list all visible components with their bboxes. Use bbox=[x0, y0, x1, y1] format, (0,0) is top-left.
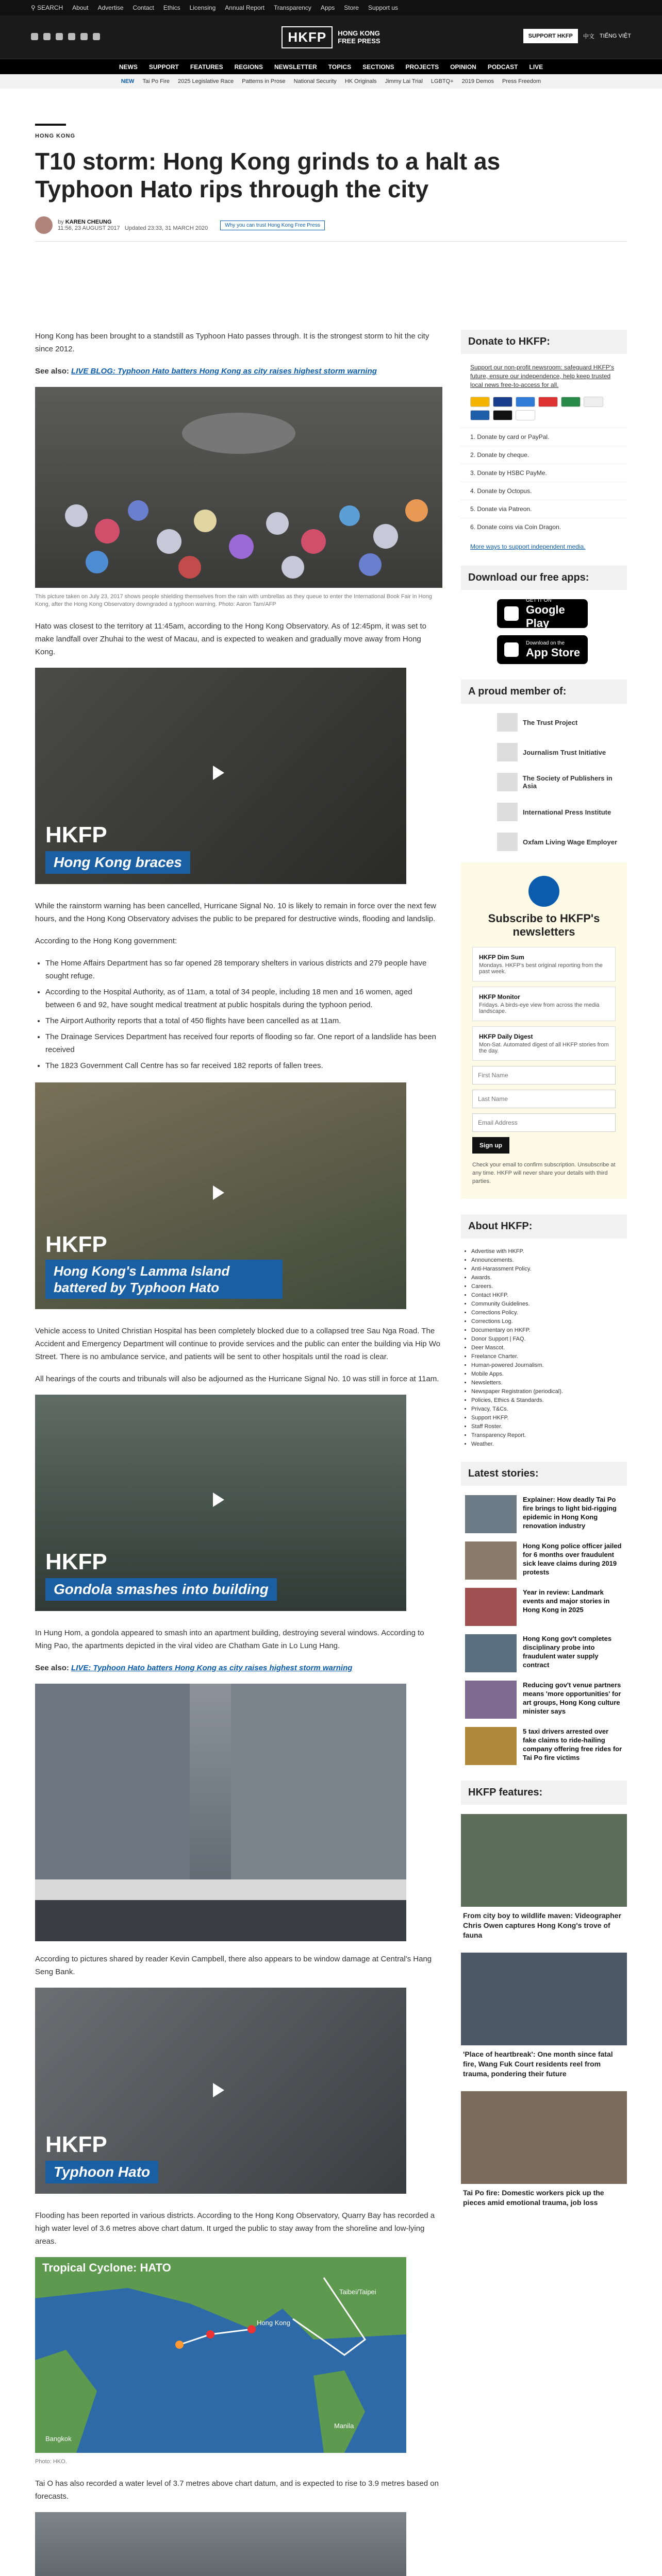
email-field[interactable] bbox=[472, 1113, 616, 1132]
about-link[interactable]: • Community Guidelines. bbox=[471, 1300, 627, 1308]
latest-story[interactable] bbox=[461, 1495, 627, 1533]
photo-caption: Photo: HKO. bbox=[35, 2459, 67, 2465]
vietnamese-link[interactable]: TIẾNG VIỆT bbox=[599, 33, 631, 39]
feature-image bbox=[461, 1814, 627, 1907]
nav-sections[interactable]: SECTIONS bbox=[362, 63, 394, 71]
newsletter-desc: Mon-Sat. Automated digest of all HKFP stories from the day. bbox=[479, 1042, 609, 1054]
video-player[interactable] bbox=[35, 1082, 406, 1309]
linkedin-icon[interactable] bbox=[80, 33, 88, 40]
topbar-link[interactable]: Store bbox=[344, 4, 359, 11]
see-also-link[interactable]: LIVE BLOG: Typhoon Hato batters Hong Kong as city raises highest storm warning bbox=[71, 367, 377, 376]
about-link[interactable]: • Anti-Harassment Policy. bbox=[471, 1265, 627, 1273]
member-logo[interactable] bbox=[497, 743, 627, 761]
new-badge: NEW bbox=[121, 78, 135, 84]
story-title: Reducing gov't venue partners means 'more opportunities' for art groups, Hong Kong culture minister says bbox=[523, 1681, 621, 1715]
list-item: • The 1823 Government Call Centre has so far received 182 reports of fallen trees. bbox=[45, 1059, 442, 1072]
feature-story[interactable] bbox=[461, 1953, 627, 2079]
google-play-button[interactable] bbox=[497, 599, 588, 628]
about-link[interactable]: • Newsletters. bbox=[471, 1379, 627, 1387]
government-list bbox=[45, 957, 442, 1072]
topbar-link[interactable]: Apps bbox=[320, 4, 335, 11]
paragraph: Hato was closest to the territory at 11:45am, according to the Hong Kong Observatory. As of 12:45pm, it was set to make landfall over Zhuhai to the west of Macau, and is expected to weaken and gradually move away from Hong Kong. bbox=[35, 622, 426, 656]
topbar-link[interactable]: Ethics bbox=[163, 4, 180, 11]
member-name: The Society of Publishers in Asia bbox=[522, 774, 613, 790]
about-link[interactable]: • Transparency Report. bbox=[471, 1432, 627, 1439]
twitter-icon[interactable] bbox=[43, 33, 51, 40]
paragraph: Tai O has also recorded a water level of 3.7 metres above chart datum, and is expected to rise to 3.9 metres based on forecasts. bbox=[35, 2479, 439, 2501]
latest-story[interactable] bbox=[461, 1634, 627, 1672]
play-icon[interactable] bbox=[213, 1185, 224, 1200]
about-link[interactable]: • Privacy, T&Cs. bbox=[471, 1405, 627, 1413]
story-title: Hong Kong gov't completes disciplinary probe into fraudulent water supply contract bbox=[523, 1635, 612, 1669]
list-item: • According to the Hospital Authority, as of 11am, a total of 34 people, including 18 men and 16 women, aged between 6 and 92, have sought medical treatment at public hospitals during the typhoon period. bbox=[45, 986, 442, 1011]
facebook-icon[interactable] bbox=[31, 33, 38, 40]
latest-heading: Latest stories: bbox=[461, 1462, 627, 1486]
page-wrap bbox=[35, 124, 627, 2501]
paragraph: All hearings of the courts and tribunals will also be adjourned as the Hurricane Signal No. 10 was still in force at 11am. bbox=[35, 1375, 439, 1383]
about-link[interactable]: • Newspaper Registration (periodical). bbox=[471, 1388, 627, 1396]
search-label: SEARCH bbox=[37, 4, 63, 11]
member-name: The Trust Project bbox=[523, 718, 578, 726]
publish-date: 11:56, 23 AUGUST 2017 bbox=[58, 225, 120, 231]
visa-icon bbox=[493, 397, 512, 407]
latest-story[interactable] bbox=[461, 1681, 627, 1719]
paragraph: Hong Kong has been brought to a standstill as Typhoon Hato passes through. It is the strongest storm to hit the city since 2012. bbox=[35, 332, 429, 353]
about-link[interactable]: • Freelance Charter. bbox=[471, 1353, 627, 1361]
hot-topic[interactable]: Tai Po Fire bbox=[142, 78, 170, 84]
trust-link[interactable]: Why you can trust Hong Kong Free Press bbox=[220, 221, 325, 230]
story-thumbnail bbox=[465, 1588, 517, 1626]
topbar-link[interactable]: About bbox=[72, 4, 89, 11]
video-player[interactable] bbox=[35, 1988, 406, 2194]
feature-image bbox=[461, 1953, 627, 2045]
newsletter-logo bbox=[528, 876, 559, 907]
about-link[interactable]: • Deer Mascot. bbox=[471, 1344, 627, 1352]
newsletter-box bbox=[461, 862, 627, 1199]
member-name: Journalism Trust Initiative bbox=[523, 748, 606, 756]
store-small: GET IT ON bbox=[526, 597, 552, 603]
paragraph: While the rainstorm warning has been cancelled, Hurricane Signal No. 10 is likely to remain in force over the next few hours, and the Hong Kong Observatory advises the public to be prepared for destructive winds, flooding and landslip. bbox=[35, 902, 436, 923]
story-thumbnail bbox=[465, 1727, 517, 1765]
store-name: App Store bbox=[526, 646, 581, 659]
logo-wordmark bbox=[338, 29, 380, 45]
member-name: International Press Institute bbox=[523, 808, 611, 816]
store-small: Download on the bbox=[526, 640, 565, 646]
author-link[interactable]: KAREN CHEUNG bbox=[65, 219, 112, 225]
spacer bbox=[461, 1773, 627, 1781]
donate-option[interactable]: 5. Donate via Patreon. bbox=[461, 500, 627, 518]
newsletter-name: HKFP Daily Digest bbox=[479, 1033, 533, 1040]
see-also bbox=[35, 1662, 442, 1674]
video-title: Typhoon Hato bbox=[45, 2161, 158, 2183]
list-item: • The Drainage Services Department has received four reports of flooding so far. One report of a landslide has been received bbox=[45, 1030, 442, 1056]
video-player[interactable] bbox=[35, 668, 406, 884]
video-title: Hong Kong's Lamma Island battered by Typhoon Hato bbox=[45, 1260, 283, 1299]
nav-news[interactable]: NEWS bbox=[119, 63, 138, 71]
video-logo: HKFP bbox=[45, 2132, 107, 2157]
payment-cards bbox=[461, 397, 627, 420]
telegram-icon[interactable] bbox=[93, 33, 100, 40]
latest-story[interactable] bbox=[461, 1541, 627, 1580]
story-thumbnail bbox=[465, 1541, 517, 1580]
hot-topic[interactable]: 2025 Legislative Race bbox=[178, 78, 234, 84]
story-title: Hong Kong police officer jailed for 6 months over fraudulent sick leave claims during 2019 protests bbox=[523, 1542, 622, 1576]
topbar-link[interactable]: Support us bbox=[368, 4, 399, 11]
section-rule bbox=[35, 124, 66, 126]
map-label: Taibei/Taipei bbox=[339, 2288, 376, 2296]
article-title: T10 storm: Hong Kong grinds to a halt as Typhoon Hato rips through the city bbox=[35, 148, 501, 202]
top-utility-bar bbox=[0, 0, 662, 15]
paragraph: According to pictures shared by reader Kevin Campbell, there also appears to be window damage at Central's Hang Seng Bank. bbox=[35, 1955, 432, 1976]
logo-line-2: FREE PRESS bbox=[338, 37, 380, 45]
by-label: by bbox=[58, 219, 64, 225]
byline bbox=[35, 216, 627, 242]
donate-option[interactable]: 2. Donate by cheque. bbox=[461, 446, 627, 464]
gpay-icon bbox=[516, 410, 535, 420]
hot-topic[interactable]: Press Freedom bbox=[502, 78, 541, 84]
photo-caption: This picture taken on July 23, 2017 shows people shielding themselves from the rain with umbrellas as they queue to enter the International Book Fair in Hong Kong, after the Hong Kong Observatory downgraded a typhoon warning. Photo: Aaron Tam/AFP bbox=[35, 594, 432, 607]
donate-heading: Donate to HKFP: bbox=[461, 330, 627, 354]
nav-live[interactable]: LIVE bbox=[529, 63, 543, 71]
apps-heading: Download our free apps: bbox=[461, 566, 627, 590]
sidebar bbox=[461, 330, 627, 2220]
about-link[interactable]: • Donor Support | FAQ. bbox=[471, 1335, 627, 1343]
newsletter-heading: Subscribe to HKFP's newsletters bbox=[488, 912, 600, 938]
nav-support[interactable]: SUPPORT bbox=[148, 63, 179, 71]
about-link[interactable]: • Announcements. bbox=[471, 1257, 627, 1264]
member-logo[interactable] bbox=[497, 833, 627, 851]
first-name-field[interactable] bbox=[472, 1066, 616, 1084]
topbar-link[interactable]: Annual Report bbox=[225, 4, 264, 11]
donate-option[interactable]: 4. Donate by Octopus. bbox=[461, 482, 627, 500]
nav-regions[interactable]: REGIONS bbox=[234, 63, 263, 71]
member-name: Oxfam Living Wage Employer bbox=[523, 838, 618, 846]
newsletter-fineprint: Check your email to confirm subscription. Unsubscribe at any time. HKFP will never share your details with third parties. bbox=[472, 1162, 616, 1184]
nav-projects[interactable]: PROJECTS bbox=[405, 63, 439, 71]
jti-icon bbox=[497, 743, 518, 761]
logo-line-1: HONG KONG bbox=[338, 29, 380, 37]
cyclone-map bbox=[35, 2257, 406, 2453]
hot-topic[interactable]: LGBTQ+ bbox=[431, 78, 454, 84]
jcb-icon bbox=[561, 397, 581, 407]
map-label: Manila bbox=[334, 2422, 354, 2430]
story-title: Year in review: Landmark events and major stories in Hong Kong in 2025 bbox=[523, 1588, 610, 1614]
video-logo: HKFP bbox=[45, 822, 107, 848]
newsletter-option[interactable] bbox=[472, 1026, 616, 1061]
nav-topics[interactable]: TOPICS bbox=[328, 63, 352, 71]
google-play-icon bbox=[504, 606, 519, 621]
apple-icon bbox=[504, 642, 519, 657]
paragraph: According to the Hong Kong government: bbox=[35, 937, 177, 945]
about-heading: About HKFP: bbox=[461, 1214, 627, 1239]
store-name: Google Play bbox=[526, 603, 565, 630]
feature-title: 'Place of heartbreak': One month since fatal fire, Wang Fuk Court residents reel from trauma, pondering their future bbox=[463, 2050, 613, 2078]
video-logo: HKFP bbox=[45, 1549, 107, 1574]
about-link[interactable]: • Corrections Log. bbox=[471, 1318, 627, 1326]
article-body bbox=[35, 330, 442, 2576]
about-link[interactable]: • Staff Roster. bbox=[471, 1423, 627, 1431]
ipi-icon bbox=[497, 803, 518, 821]
nav-features[interactable]: FEATURES bbox=[190, 63, 223, 71]
site-logo[interactable] bbox=[282, 26, 380, 48]
member-logo[interactable] bbox=[497, 803, 627, 821]
story-title: Explainer: How deadly Tai Po fire brings to light bid-rigging epidemic in Hong Kong renovation industry bbox=[523, 1496, 617, 1530]
play-icon[interactable] bbox=[213, 2083, 224, 2097]
newsletter-desc: Fridays. A birds-eye view from across the media landscape. bbox=[479, 1002, 600, 1014]
main-nav bbox=[0, 59, 662, 74]
donate-text bbox=[461, 363, 627, 389]
see-also-link[interactable]: LIVE: Typhoon Hato batters Hong Kong as city raises highest storm warning bbox=[71, 1664, 353, 1672]
masthead bbox=[0, 15, 662, 59]
about-link[interactable]: • Weather. bbox=[471, 1440, 627, 1448]
map-title: Tropical Cyclone: HATO bbox=[42, 2261, 171, 2274]
story-thumbnail bbox=[465, 1681, 517, 1719]
amex-icon bbox=[516, 397, 535, 407]
hot-topic[interactable]: National Security bbox=[293, 78, 337, 84]
story-title: 5 taxi drivers arrested over fake claims to ride-hailing company offering free rides for Tai Po fire victims bbox=[523, 1727, 622, 1761]
latest-story[interactable] bbox=[461, 1727, 627, 1765]
applepay-icon bbox=[493, 410, 512, 420]
about-link[interactable]: • Support HKFP. bbox=[471, 1414, 627, 1422]
paypal-icon bbox=[470, 410, 490, 420]
support-button[interactable]: SUPPORT HKFP bbox=[523, 29, 578, 43]
list-item: • The Home Affairs Department has so far opened 28 temporary shelters in various districts and 279 people have sought refuge. bbox=[45, 957, 442, 982]
see-also-label: See also: bbox=[35, 367, 69, 376]
about-link[interactable]: • Contact HKFP. bbox=[471, 1292, 627, 1299]
play-icon[interactable] bbox=[213, 766, 224, 780]
oxfam-icon bbox=[497, 833, 518, 851]
feature-image bbox=[461, 2091, 627, 2184]
nav-newsletter[interactable]: NEWSLETTER bbox=[274, 63, 317, 71]
author-avatar bbox=[35, 216, 53, 234]
building-illustration bbox=[35, 1684, 406, 1941]
nav-podcast[interactable]: PODCAST bbox=[487, 63, 518, 71]
about-link[interactable]: • Mobile Apps. bbox=[471, 1370, 627, 1378]
paragraph-text: In Hung Hom, a gondola appeared to smash into an apartment building, destroying several windows. According to Ming Pao, the apartments depicted in the viral video are Chatham Gate in Lo Lung Hang. bbox=[35, 1629, 424, 1650]
member-logo[interactable] bbox=[497, 773, 627, 791]
sopa-icon bbox=[497, 773, 518, 791]
feature-title: From city boy to wildlife maven: Videographer Chris Owen captures Hong Kong's trove of fauna bbox=[463, 1911, 622, 1939]
feature-story[interactable] bbox=[461, 1814, 627, 1940]
map-label: Hong Kong bbox=[257, 2319, 291, 2327]
discover-icon bbox=[584, 397, 603, 407]
paragraph: Flooding has been reported in various districts. According to the Hong Kong Observatory, Quarry Bay has recorded a high water level of 3.6 metres above chart datum. It urged the public to stay away from the shoreline and low-lying areas. bbox=[35, 2211, 435, 2246]
byline-text bbox=[58, 219, 208, 231]
video-title: Hong Kong braces bbox=[45, 851, 190, 874]
hot-topic[interactable]: 2019 Demos bbox=[461, 78, 494, 84]
about-link[interactable]: • Human-powered Journalism. bbox=[471, 1362, 627, 1369]
video-title: Gondola smashes into building bbox=[45, 1578, 277, 1601]
more-ways-link[interactable]: More ways to support independent media. bbox=[470, 543, 586, 550]
logo-mark: HKFP bbox=[282, 26, 333, 48]
member-logo[interactable] bbox=[497, 713, 627, 732]
list-item: • The Airport Authority reports that a total of 450 flights have been cancelled as at 11am. bbox=[45, 1014, 442, 1027]
paragraph bbox=[35, 1626, 442, 1652]
masthead-actions bbox=[523, 29, 631, 43]
topbar-link[interactable]: Licensing bbox=[189, 4, 216, 11]
donate-link[interactable]: Support our non-profit newsroom: safeguard HKFP's future, ensure our independence, help keep trusted local news free-to-access for all. bbox=[470, 364, 615, 388]
paragraph: Vehicle access to United Christian Hospital has been completely blocked due to a collapsed tree Sau Nga Road. The Accident and Emergency Department will continue to provide services and the public can enter the building via Hip Wo Street. There is no ambulance service, and patients will be sent to other hospitals until the road is clear. bbox=[35, 1327, 440, 1361]
updated-date: Updated 23:33, 31 MARCH 2020 bbox=[124, 225, 208, 231]
social-links bbox=[31, 33, 100, 40]
donate-option[interactable]: 3. Donate by HSBC PayMe. bbox=[461, 464, 627, 482]
hot-topics-bar bbox=[0, 74, 662, 89]
about-link[interactable]: • Corrections Policy. bbox=[471, 1309, 627, 1317]
youtube-icon[interactable] bbox=[68, 33, 75, 40]
newsletter-name: HKFP Monitor bbox=[479, 993, 520, 1001]
last-name-field[interactable] bbox=[472, 1090, 616, 1108]
spacer bbox=[35, 1946, 442, 1953]
instagram-icon[interactable] bbox=[56, 33, 63, 40]
spacer bbox=[461, 671, 627, 680]
topbar-link[interactable]: Transparency bbox=[274, 4, 311, 11]
mastercard-icon bbox=[470, 397, 490, 407]
video-logo: HKFP bbox=[45, 1232, 107, 1257]
story-thumbnail bbox=[465, 1495, 517, 1533]
trust-project-icon bbox=[497, 713, 518, 732]
section-label[interactable]: HONG KONG bbox=[35, 133, 76, 139]
hot-topic[interactable]: Patterns in Prose bbox=[242, 78, 286, 84]
donate-option[interactable]: 6. Donate coins via Coin Dragon. bbox=[461, 518, 627, 536]
newsletter-option[interactable] bbox=[472, 947, 616, 981]
features-heading: HKFP features: bbox=[461, 1781, 627, 1805]
story-thumbnail bbox=[465, 1634, 517, 1672]
play-icon[interactable] bbox=[213, 1493, 224, 1507]
hot-topic[interactable]: HK Originals bbox=[344, 78, 377, 84]
latest-story[interactable] bbox=[461, 1588, 627, 1626]
about-link[interactable]: • Awards. bbox=[471, 1274, 627, 1282]
feature-story[interactable] bbox=[461, 2091, 627, 2208]
about-link[interactable]: • Careers. bbox=[471, 1283, 627, 1291]
umbrella-photo bbox=[35, 387, 442, 588]
member-heading: A proud member of: bbox=[461, 680, 627, 704]
video-player[interactable] bbox=[35, 1395, 406, 1611]
map-label: Bangkok bbox=[45, 2435, 72, 2443]
hang-seng-photo bbox=[35, 1684, 406, 1941]
unionpay-icon bbox=[538, 397, 558, 407]
search-link[interactable] bbox=[31, 4, 63, 11]
newsletter-desc: Mondays. HKFP's best original reporting from the past week. bbox=[479, 962, 603, 975]
feature-title: Tai Po fire: Domestic workers pick up the pieces amid emotional trauma, job loss bbox=[463, 2189, 604, 2207]
about-link[interactable]: • Advertise with HKFP. bbox=[471, 1248, 627, 1256]
app-store-button[interactable] bbox=[497, 635, 588, 664]
nav-opinion[interactable]: OPINION bbox=[450, 63, 476, 71]
chinese-link[interactable]: 中文 bbox=[583, 33, 594, 40]
see-also-label: See also: bbox=[35, 1664, 69, 1672]
topbar-link[interactable]: Contact bbox=[133, 4, 154, 11]
umbrella-illustration bbox=[35, 387, 442, 588]
signup-button[interactable]: Sign up bbox=[472, 1137, 509, 1154]
donate-option[interactable]: 1. Donate by card or PayPal. bbox=[461, 428, 627, 446]
see-also bbox=[35, 365, 442, 378]
newsletter-name: HKFP Dim Sum bbox=[479, 954, 524, 961]
about-link[interactable]: • Documentary on HKFP. bbox=[471, 1327, 627, 1334]
about-link[interactable]: • Policies, Ethics & Standards. bbox=[471, 1397, 627, 1404]
search-icon: ⚲ bbox=[31, 4, 38, 11]
newsletter-option[interactable] bbox=[472, 987, 616, 1021]
topbar-link[interactable]: Advertise bbox=[97, 4, 124, 11]
about-list bbox=[471, 1248, 627, 1448]
hot-topic[interactable]: Jimmy Lai Trial bbox=[385, 78, 423, 84]
flood-photo bbox=[35, 2512, 406, 2576]
